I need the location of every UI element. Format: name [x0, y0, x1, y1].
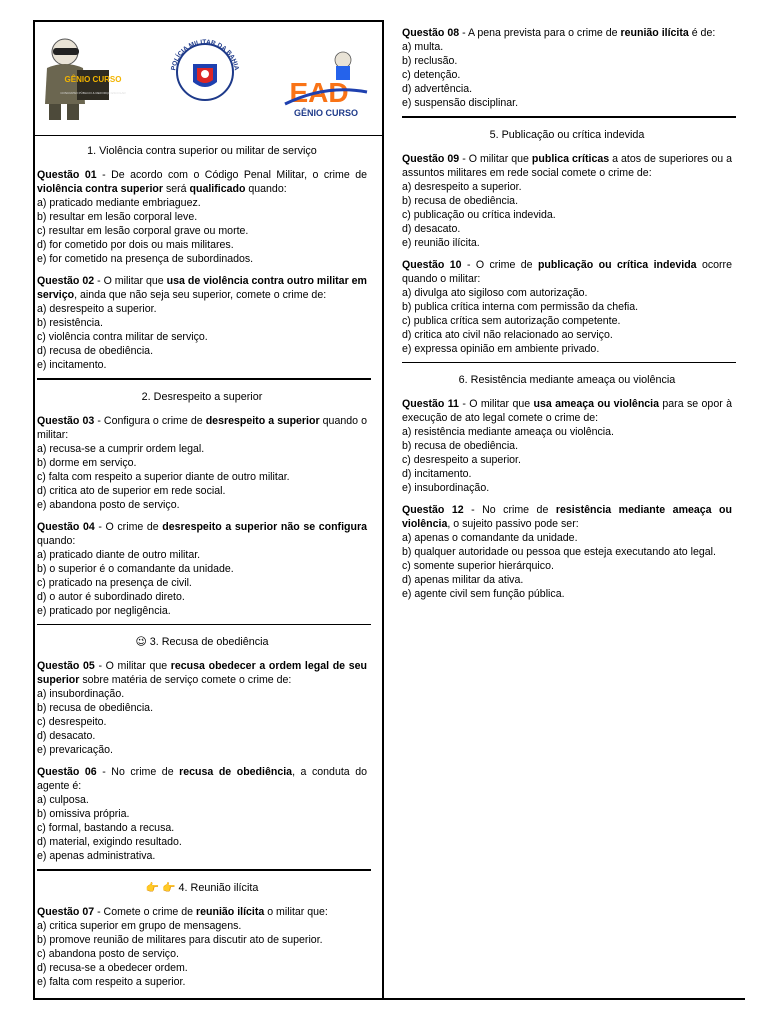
question-10: [402, 258, 732, 356]
section-divider: [402, 116, 736, 118]
question-04: [37, 520, 367, 618]
option-d: d) recusa-se a obedecer ordem.: [37, 961, 188, 974]
genio-mascot-logo: [37, 34, 126, 124]
section-divider: [37, 624, 371, 626]
option-a: a) desrespeito a superior.: [402, 180, 522, 193]
option-a: a) desrespeito a superior.: [37, 303, 157, 315]
option-d: d) apenas militar da ativa.: [402, 574, 524, 586]
option-b: b) promove reunião de militares para discutir ato de superior.: [37, 933, 323, 946]
option-e: e) suspensão disciplinar.: [402, 97, 519, 109]
option-e: e) for cometido na presença de subordinados.: [37, 253, 254, 265]
option-c: c) publica crítica sem autorização competente.: [402, 314, 621, 327]
question-stem: Questão 06 - No crime de recusa de obediência, a conduta do agente é:: [37, 766, 367, 792]
option-c: c) desrespeito.: [37, 716, 107, 728]
option-d: d) critica ato de superior em rede social.: [37, 484, 226, 497]
option-d: d) incitamento.: [402, 468, 472, 480]
question-09: [402, 152, 732, 250]
question-stem: Questão 09 - O militar que publica críticas a atos de superiores ou a assuntos militares em rede social comete o crime de:: [402, 152, 732, 179]
section-title-1: 1. Violência contra superior ou militar de serviço: [87, 145, 317, 157]
option-b: b) resistência.: [37, 317, 103, 329]
option-e: e) abandona posto de serviço.: [37, 498, 180, 511]
option-e: e) reunião ilícita.: [402, 236, 480, 249]
option-d: d) advertência.: [402, 83, 473, 95]
option-e: e) insubordinação.: [402, 482, 490, 494]
option-b: b) publica crítica interna com permissão da chefia.: [402, 300, 639, 313]
option-b: b) dorme em serviço.: [37, 456, 137, 469]
option-d: d) critica ato civil não relacionado ao serviço.: [402, 328, 613, 341]
bottom-border: [33, 998, 745, 1000]
question-stem: Questão 07 - Comete o crime de reunião ilícita o militar que:: [37, 905, 328, 918]
option-c: c) publicação ou crítica indevida.: [402, 208, 556, 221]
option-b: b) omissiva própria.: [37, 808, 130, 820]
section-divider: [37, 869, 371, 871]
column-divider: [382, 20, 384, 1000]
option-d: d) desacato.: [37, 730, 96, 742]
question-stem: Questão 01 - De acordo com o Código Penal Militar, o crime de violência contra superior será qualificado quando:: [37, 169, 367, 195]
option-a: a) praticado mediante embriaguez.: [37, 197, 201, 209]
option-e: e) falta com respeito a superior.: [37, 975, 186, 988]
option-e: e) incitamento.: [37, 359, 107, 371]
question-08: [402, 26, 732, 110]
question-stem: Questão 12 - No crime de resistência mediante ameaça ou violência, o sujeito passivo pode ser:: [402, 504, 732, 530]
option-a: a) multa.: [402, 41, 444, 53]
question-stem: Questão 11 - O militar que usa ameaça ou violência para se opor à execução de ato legal comete o crime de:: [402, 398, 732, 424]
option-c: c) resultar em lesão corporal grave ou morte.: [37, 225, 249, 237]
option-c: c) abandona posto de serviço.: [37, 947, 179, 960]
section-title-4: 👉 👉 4. Reunião ilícita: [145, 881, 259, 894]
option-c: c) formal, bastando a recusa.: [37, 822, 175, 834]
genio-brand-text: GÊNIO CURSO: [64, 75, 122, 84]
option-b: b) resultar em lesão corporal leve.: [37, 211, 198, 223]
pointing-hands-icon: 👉 👉: [145, 881, 176, 894]
pm-bahia-seal: [165, 34, 245, 102]
ead-brand-text: GÊNIO CURSO: [293, 108, 359, 118]
option-b: b) reclusão.: [402, 55, 458, 67]
section-title-5: 5. Publicação ou crítica indevida: [489, 128, 645, 141]
option-d: d) desacato.: [402, 222, 461, 235]
option-e: e) expressa opinião em ambiente privado.: [402, 342, 600, 355]
left-border: [33, 20, 35, 1000]
ead-text: EAD: [289, 77, 349, 108]
question-07: [37, 905, 367, 989]
option-b: b) recusa de obediência.: [37, 702, 154, 714]
question-stem: Questão 04 - O crime de desrespeito a superior não se configura quando:: [37, 520, 367, 547]
option-d: d) for cometido por dois ou mais militares.: [37, 239, 234, 251]
option-e: e) praticado por negligência.: [37, 604, 171, 617]
option-c: c) falta com respeito a superior diante de outro militar.: [37, 470, 290, 483]
question-stem: Questão 03 - Configura o crime de desrespeito a superior quando o militar:: [37, 414, 367, 441]
question-03: [37, 414, 367, 512]
option-a: a) culposa.: [37, 794, 89, 806]
pm-seal-text: POLÍCIA MILITAR DA BAHIA: [170, 38, 240, 71]
section-title-3: 😉 3. Recusa de obediência: [135, 636, 269, 648]
question-06: [37, 765, 367, 863]
option-c: c) violência contra militar de serviço.: [37, 331, 208, 343]
option-d: d) o autor é subordinado direto.: [37, 590, 185, 603]
question-12: [402, 503, 732, 601]
question-stem: Questão 08 - A pena prevista para o crime de reunião ilícita é de:: [402, 27, 716, 39]
section-divider: [402, 362, 736, 364]
option-a: a) insubordinação.: [37, 688, 125, 700]
option-c: c) praticado na presença de civil.: [37, 576, 192, 589]
question-01: [37, 168, 367, 266]
option-a: a) resistência mediante ameaça ou violência.: [402, 426, 614, 438]
option-c: c) desrespeito a superior.: [402, 454, 521, 466]
option-e: e) agente civil sem função pública.: [402, 588, 565, 600]
option-a: a) recusa-se a cumprir ordem legal.: [37, 442, 205, 455]
option-e: e) apenas administrativa.: [37, 850, 156, 862]
question-11: [402, 397, 732, 495]
left-column: [37, 144, 367, 997]
ead-genio-logo: [281, 48, 371, 128]
question-02: [37, 274, 367, 372]
option-a: a) divulga ato sigiloso com autorização.: [402, 286, 588, 299]
option-a: a) critica superior em grupo de mensagens.: [37, 919, 242, 932]
question-stem: Questão 02 - O militar que usa de violência contra outro militar em serviço, ainda que não seja seu superior, comete o crime de:: [37, 275, 367, 301]
worksheet-page: [33, 20, 745, 1000]
option-a: a) apenas o comandante da unidade.: [402, 532, 578, 544]
section-title-6: 6. Resistência mediante ameaça ou violência: [458, 374, 676, 386]
option-b: b) o superior é o comandante da unidade.: [37, 562, 234, 575]
option-d: d) material, exigindo resultado.: [37, 836, 182, 848]
option-d: d) recusa de obediência.: [37, 345, 154, 357]
genio-sub-text: CONCURSO PÚBLICO & REFORÇO ESCOLAR: [60, 91, 126, 95]
logo-header: [33, 20, 383, 136]
option-c: c) somente superior hierárquico.: [402, 560, 554, 572]
option-b: b) recusa de obediência.: [402, 440, 519, 452]
right-column: [402, 26, 732, 609]
question-stem: Questão 05 - O militar que recusa obedecer a ordem legal de seu superior sobre matéria de serviço comete o crime de:: [37, 660, 367, 686]
wink-emoji-icon: 😉: [135, 636, 147, 648]
option-a: a) praticado diante de outro militar.: [37, 548, 201, 561]
question-stem: Questão 10 - O crime de publicação ou crítica indevida ocorre quando o militar:: [402, 258, 732, 285]
option-b: b) qualquer autoridade ou pessoa que esteja executando ato legal.: [402, 546, 716, 558]
option-e: e) prevaricação.: [37, 744, 113, 756]
section-title-2: 2. Desrespeito a superior: [141, 390, 263, 403]
section-divider: [37, 378, 371, 380]
option-b: b) recusa de obediência.: [402, 194, 519, 207]
question-05: [37, 659, 367, 757]
option-c: c) detenção.: [402, 69, 461, 81]
